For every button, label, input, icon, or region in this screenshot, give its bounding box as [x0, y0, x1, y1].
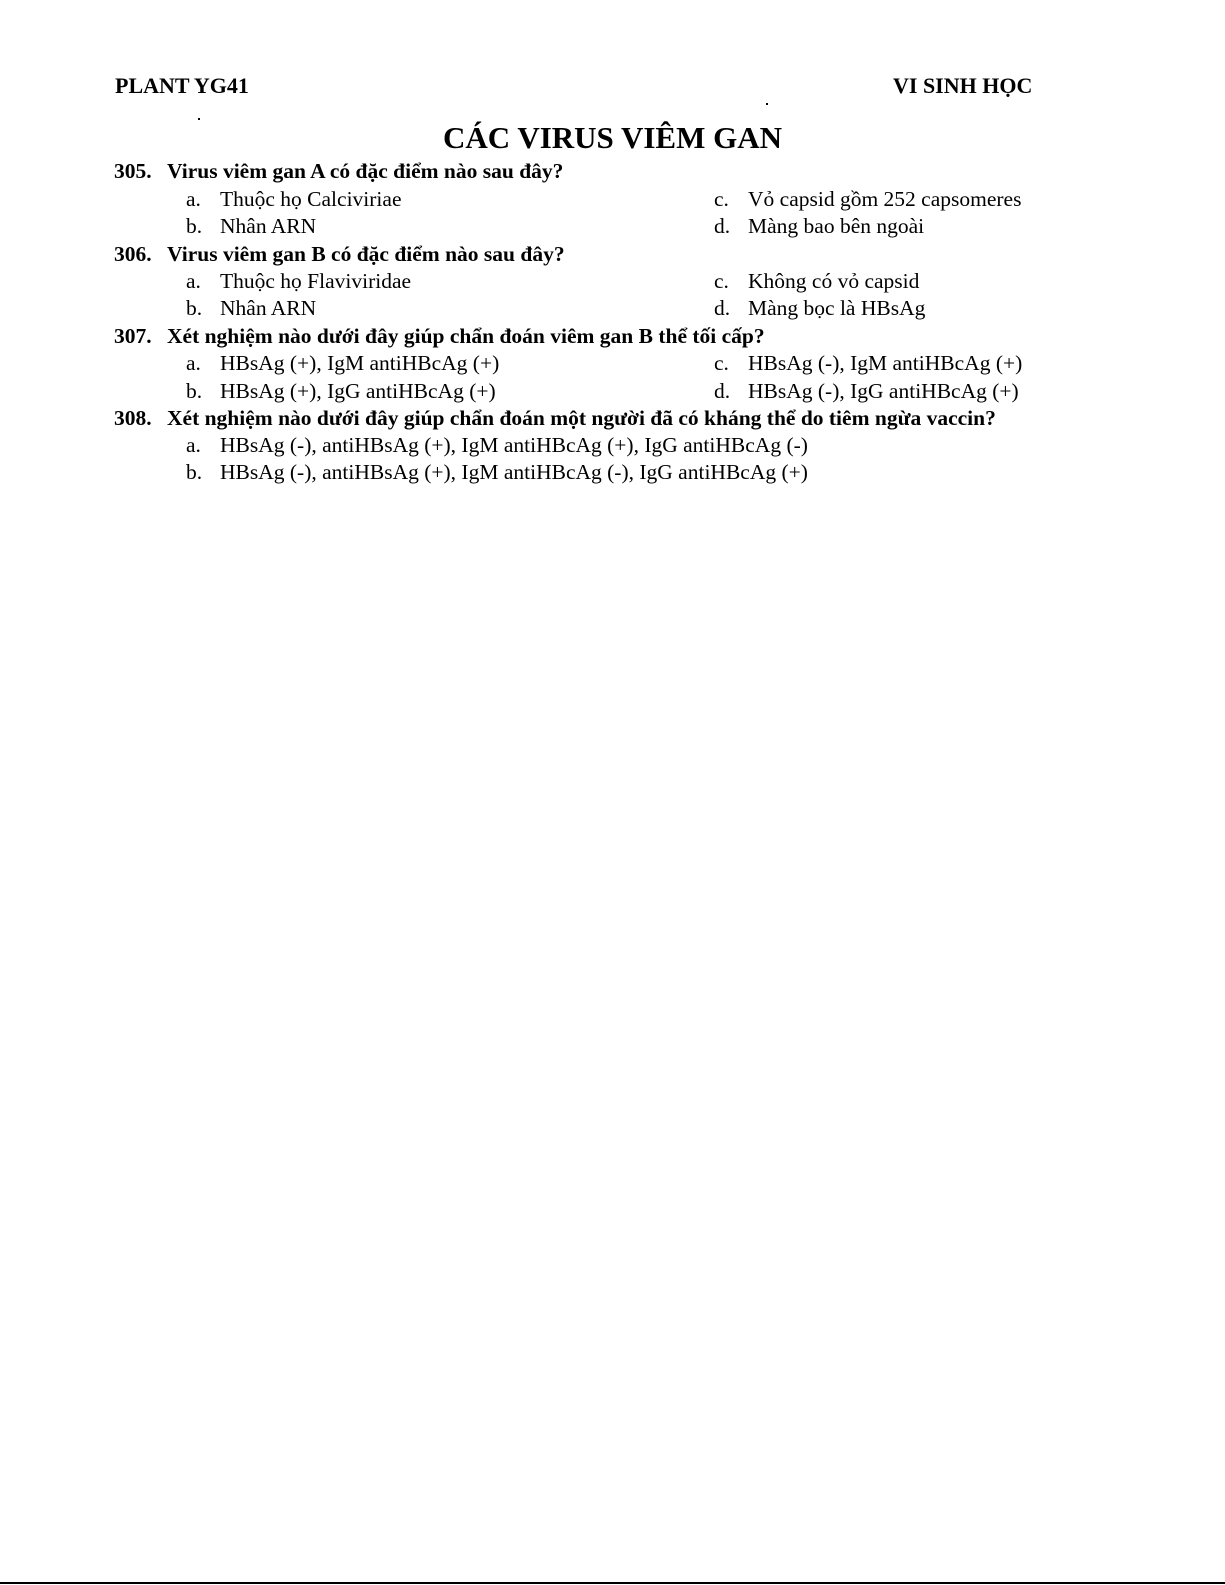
option-305-d [714, 213, 924, 240]
option-letter: a. [186, 269, 201, 293]
option-text: HBsAg (-), antiHBsAg (+), IgM antiHBcAg (+), IgG antiHBcAg (-) [220, 433, 808, 457]
option-306-c [714, 268, 919, 295]
question-number: 307. [114, 324, 152, 348]
question-number: 306. [114, 242, 152, 266]
option-letter: a. [186, 351, 201, 375]
header-left: PLANT YG41 [115, 73, 249, 98]
page-title: CÁC VIRUS VIÊM GAN [442, 120, 783, 155]
option-306-d [714, 295, 925, 322]
option-306-a [186, 268, 411, 295]
option-text: HBsAg (+), IgG antiHBcAg (+) [220, 379, 496, 403]
option-letter: b. [186, 460, 203, 484]
option-305-b [186, 213, 316, 240]
option-text: HBsAg (-), antiHBsAg (+), IgM antiHBcAg (-), IgG antiHBcAg (+) [220, 460, 808, 484]
option-307-c [714, 350, 1022, 377]
page-bottom-border [0, 1582, 1225, 1584]
option-letter: b. [186, 214, 203, 238]
option-307-d [714, 378, 1019, 405]
question-text: Xét nghiệm nào dưới đây giúp chẩn đoán viêm gan B thể tối cấp? [167, 324, 765, 348]
option-text: Thuộc họ Flaviviridae [220, 269, 412, 293]
option-text: HBsAg (+), IgM antiHBcAg (+) [220, 351, 500, 375]
option-text: Thuộc họ Calciviriae [220, 187, 402, 211]
question-number: 308. [114, 406, 152, 430]
option-letter: d. [714, 296, 731, 320]
option-307-b [186, 378, 496, 405]
option-text: HBsAg (-), IgG antiHBcAg (+) [748, 379, 1019, 403]
option-letter: d. [714, 214, 731, 238]
question-text: Virus viêm gan A có đặc điểm nào sau đây? [167, 159, 564, 183]
option-305-c [714, 186, 1021, 213]
option-text: Màng bọc là HBsAg [748, 296, 926, 320]
option-text: Nhân ARN [220, 214, 317, 238]
option-text: Nhân ARN [220, 296, 317, 320]
option-text: Vỏ capsid gồm 252 capsomeres [748, 187, 1022, 211]
option-text: Màng bao bên ngoài [748, 214, 925, 238]
option-letter: a. [186, 187, 201, 211]
header-right: VI SINH HỌC [893, 73, 1033, 98]
option-letter: c. [714, 187, 729, 211]
option-305-a [186, 186, 402, 213]
question-text: Virus viêm gan B có đặc điểm nào sau đây? [167, 242, 565, 266]
option-text: HBsAg (-), IgM antiHBcAg (+) [748, 351, 1023, 375]
scan-dot [766, 103, 768, 105]
question-number: 305. [114, 159, 152, 183]
question-text: Xét nghiệm nào dưới đây giúp chẩn đoán một người đã có kháng thể do tiêm ngừa vaccin? [167, 406, 996, 430]
question-307 [114, 323, 765, 350]
option-307-a [186, 350, 499, 377]
option-text: Không có vỏ capsid [748, 269, 920, 293]
option-306-b [186, 295, 316, 322]
question-308 [114, 405, 996, 432]
option-letter: b. [186, 296, 203, 320]
question-305 [114, 158, 563, 185]
option-308-a [186, 432, 808, 459]
option-letter: d. [714, 379, 731, 403]
option-308-b [186, 459, 808, 486]
option-letter: a. [186, 433, 201, 457]
question-306 [114, 241, 565, 268]
option-letter: c. [714, 351, 729, 375]
option-letter: b. [186, 379, 203, 403]
option-letter: c. [714, 269, 729, 293]
